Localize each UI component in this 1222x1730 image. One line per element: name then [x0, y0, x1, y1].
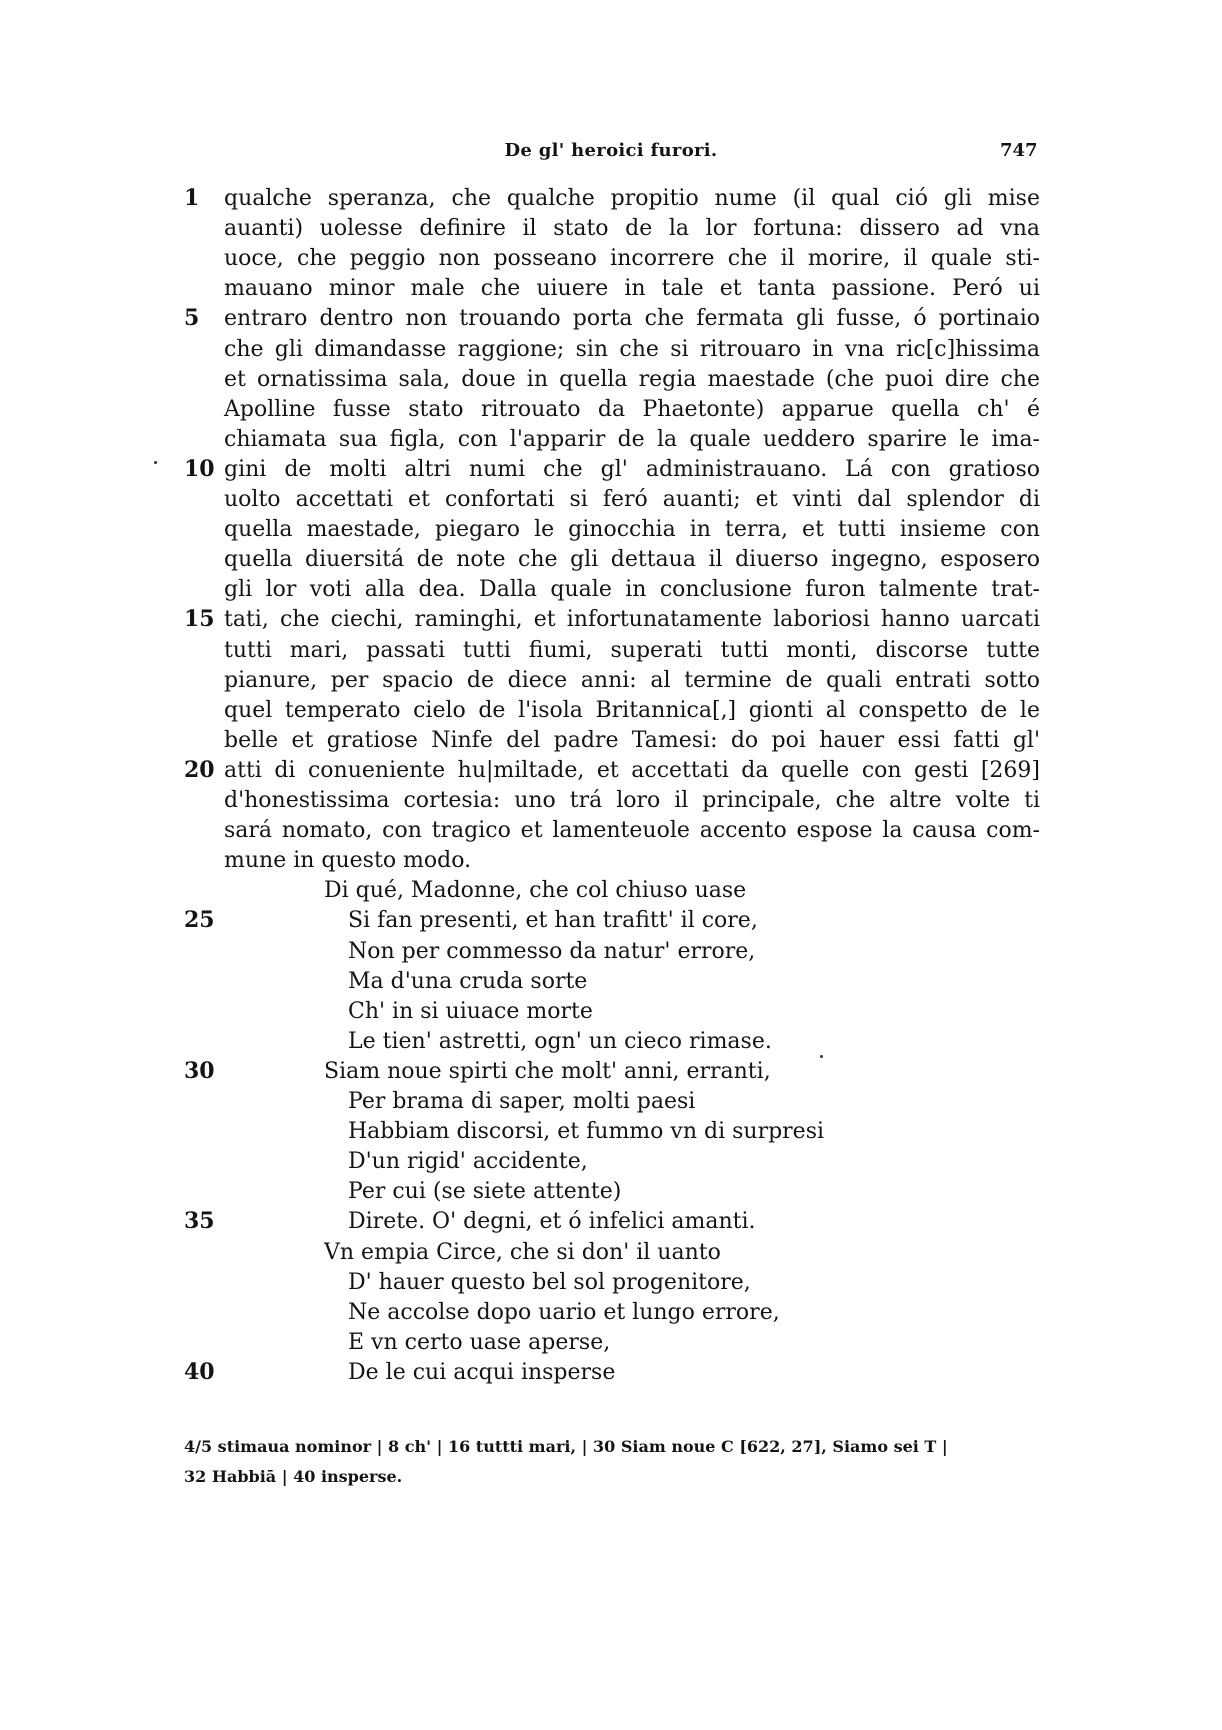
line-text: D' hauer questo bel sol progenitore, — [348, 1270, 751, 1295]
line-text: Ne accolse dopo uario et lungo errore, — [348, 1300, 780, 1325]
line-text: chiamata sua figla, con l'apparir de la quale ueddero sparire le ima- — [224, 427, 1040, 452]
line-text: E vn certo uase aperse, — [348, 1330, 611, 1355]
prose-line — [0, 845, 1222, 876]
prose-line — [0, 454, 1222, 485]
line-number: 5 — [184, 305, 200, 331]
critical-apparatus — [184, 1432, 1040, 1492]
prose-line — [0, 273, 1222, 304]
line-text: Vn empia Circe, che si don' il uanto — [324, 1240, 721, 1265]
verse-line — [0, 1116, 1222, 1147]
verse-line — [0, 996, 1222, 1027]
verse-line — [0, 1327, 1222, 1358]
line-text: uoce, che peggio non posseano incorrere che il morire, il quale sti- — [224, 246, 1040, 271]
verse-line — [0, 1086, 1222, 1117]
verse-line — [0, 905, 1222, 936]
page-number: 747 — [1000, 140, 1038, 161]
line-text: qualche speranza, che qualche propitio nume (il qual ció gli mise — [224, 186, 1040, 211]
prose-line — [0, 544, 1222, 575]
line-number: 20 — [184, 757, 215, 783]
prose-line — [0, 635, 1222, 666]
line-number: 1 — [184, 185, 200, 211]
prose-line — [0, 243, 1222, 274]
prose-line — [0, 785, 1222, 816]
line-text: Le tien' astretti, ogn' un cieco rimase. — [348, 1029, 772, 1054]
prose-line — [0, 303, 1222, 334]
line-text: gli lor voti alla dea. Dalla quale in conclusione furon talmente trat- — [224, 577, 1040, 602]
verse-line — [0, 966, 1222, 997]
verse-line — [0, 1176, 1222, 1207]
prose-line — [0, 183, 1222, 214]
prose-line — [0, 424, 1222, 455]
prose-line — [0, 815, 1222, 846]
line-number: 15 — [184, 606, 215, 632]
line-text: D'un rigid' accidente, — [348, 1149, 588, 1174]
verse-line — [0, 1297, 1222, 1328]
prose-line — [0, 604, 1222, 635]
verse-line — [0, 1206, 1222, 1237]
line-text: et ornatissima sala, doue in quella regia maestade (che puoi dire che — [224, 367, 1040, 392]
running-title: De gl' heroici furori. — [504, 140, 718, 161]
line-text: Non per commesso da natur' errore, — [348, 939, 756, 964]
line-text: Ma d'una cruda sorte — [348, 969, 588, 994]
line-text: atti di conueniente hu|miltade, et accettati da quelle con gesti [269] — [224, 758, 1040, 783]
line-number: 35 — [184, 1208, 215, 1234]
prose-line — [0, 695, 1222, 726]
line-text: Siam noue spirti che molt' anni, erranti, — [324, 1059, 771, 1084]
verse-line — [0, 936, 1222, 967]
line-text: quella maestade, piegaro le ginocchia in terra, et tutti insieme con — [224, 517, 1040, 542]
verse-line — [0, 1026, 1222, 1057]
line-number: 30 — [184, 1058, 215, 1084]
line-number: 25 — [184, 907, 215, 933]
line-text: Per brama di saper, molti paesi — [348, 1089, 696, 1114]
verse-line — [0, 1237, 1222, 1268]
line-text: entraro dentro non trouando porta che fermata gli fusse, ó portinaio — [224, 306, 1040, 331]
line-text: che gli dimandasse raggione; sin che si ritrouaro in vna ric[c]hissima — [224, 337, 1040, 362]
prose-line — [0, 334, 1222, 365]
line-text: tati, che ciechi, raminghi, et infortunatamente laboriosi hanno uarcati — [224, 607, 1040, 632]
verse-line — [0, 875, 1222, 906]
line-text: Habbiam discorsi, et fummo vn di surpresi — [348, 1119, 825, 1144]
prose-line — [0, 725, 1222, 756]
verse-line — [0, 1357, 1222, 1388]
line-text: Direte. O' degni, et ó infelici amanti. — [348, 1209, 756, 1234]
line-text: tutti mari, passati tutti fiumi, superati tutti monti, discorse tutte — [224, 638, 1040, 663]
line-text: belle et gratiose Ninfe del padre Tamesi: do poi hauer essi fatti gl' — [224, 728, 1040, 753]
line-text: sará nomato, con tragico et lamenteuole accento espose la causa com- — [224, 818, 1040, 843]
prose-line — [0, 213, 1222, 244]
line-text: Ch' in si uiuace morte — [348, 999, 593, 1024]
line-text: mauano minor male che uiuere in tale et tanta passione. Peró ui — [224, 276, 1040, 301]
verse-line — [0, 1056, 1222, 1087]
apparatus-line: 32 Habbiā | 40 insperse. — [184, 1467, 403, 1486]
prose-line — [0, 574, 1222, 605]
prose-line — [0, 514, 1222, 545]
line-text: Si fan presenti, et han trafitt' il core, — [348, 908, 758, 933]
prose-line — [0, 364, 1222, 395]
line-text: De le cui acqui insperse — [348, 1360, 616, 1385]
margin-dot — [154, 461, 157, 464]
line-number: 10 — [184, 456, 215, 482]
line-text: uolto accettati et confortati si feró auanti; et vinti dal splendor di — [224, 487, 1040, 512]
line-number: 40 — [184, 1359, 215, 1385]
line-text: Per cui (se siete attente) — [348, 1179, 622, 1204]
line-text: d'honestissima cortesia: uno trá loro il principale, che altre volte ti — [224, 788, 1040, 813]
prose-line — [0, 394, 1222, 425]
line-text: quella diuersitá de note che gli dettaua il diuerso ingegno, esposero — [224, 547, 1040, 572]
line-text: Apolline fusse stato ritrouato da Phaetonte) apparue quella ch' é — [224, 397, 1040, 422]
line-text: pianure, per spacio de diece anni: al termine de quali entrati sotto — [224, 668, 1040, 693]
prose-line — [0, 665, 1222, 696]
line-text: mune in questo modo. — [224, 848, 472, 873]
line-text: auanti) uolesse definire il stato de la lor fortuna: dissero ad vna — [224, 216, 1040, 241]
apparatus-line: 4/5 stimaua nominor | 8 ch' | 16 tuttti mari, | 30 Siam noue C [622, 27], Siamo sei T | — [184, 1437, 948, 1456]
line-text: quel temperato cielo de l'isola Britannica[,] gionti al conspetto de le — [224, 698, 1040, 723]
margin-dot — [820, 1055, 823, 1058]
line-text: Di qué, Madonne, che col chiuso uase — [324, 878, 747, 903]
prose-line — [0, 484, 1222, 515]
line-text: gini de molti altri numi che gl' administrauano. Lá con gratioso — [224, 457, 1040, 482]
verse-line — [0, 1146, 1222, 1177]
verse-line — [0, 1267, 1222, 1298]
prose-line — [0, 755, 1222, 786]
